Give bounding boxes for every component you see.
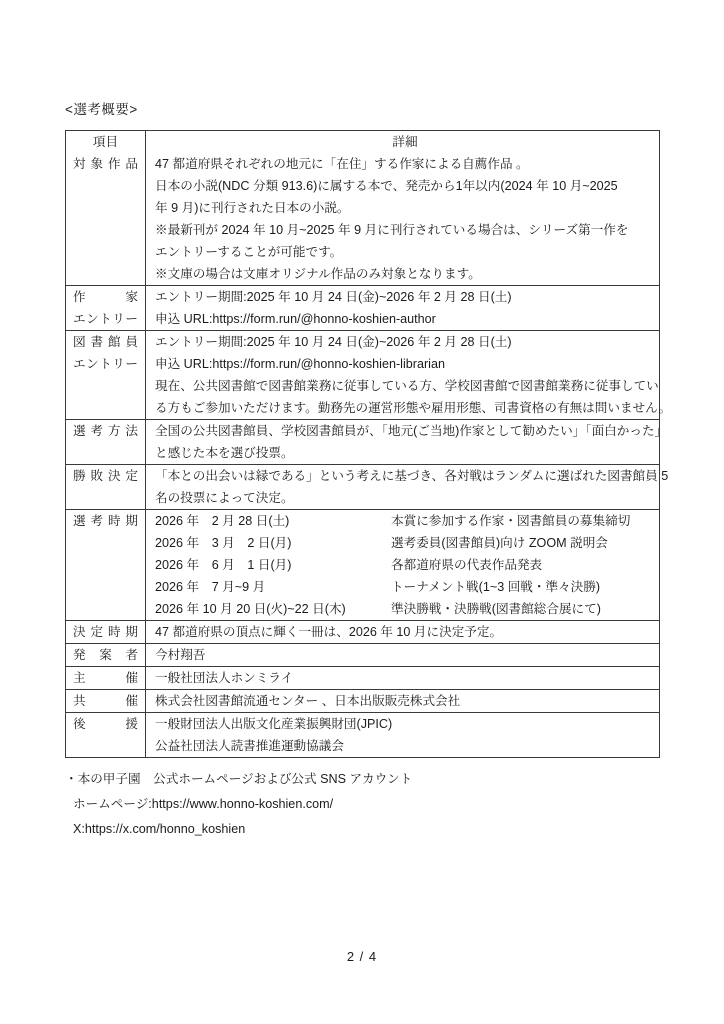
schedule-date: 2026 年 10 月 20 日(火)~22 日(木)	[155, 602, 346, 616]
table-row	[66, 620, 659, 643]
label-char: ト	[99, 357, 112, 371]
schedule-event: トーナメント戦(1~3 回戦・準々決勝)	[391, 580, 601, 594]
label-char: ン	[86, 312, 99, 326]
label-char: 発	[73, 648, 86, 662]
label-char: リ	[112, 357, 125, 371]
detail-cell	[146, 420, 668, 464]
table-row	[66, 643, 659, 666]
table-row	[66, 285, 659, 330]
item-label-line	[73, 353, 138, 375]
schedule-date: 2026 年 2 月 28 日(土)	[155, 514, 290, 528]
label-char: 決	[107, 469, 121, 483]
item-label-line	[73, 690, 138, 712]
table-row	[66, 666, 659, 689]
item-label-cell	[66, 510, 146, 620]
detail-cell	[146, 153, 659, 285]
label-char: 者	[125, 648, 138, 662]
detail-cell	[146, 621, 659, 643]
detail-cell	[146, 690, 659, 712]
item-label-line	[73, 621, 138, 643]
schedule-date: 2026 年 6 月 1 日(月)	[155, 558, 292, 572]
footer-links	[65, 767, 660, 842]
detail-cell	[146, 644, 659, 666]
footer-line: ホームページ:https://www.honno-koshien.com/	[73, 797, 334, 811]
detail-line	[155, 532, 655, 554]
item-label-cell	[66, 286, 146, 330]
label-char: ー	[125, 312, 138, 326]
label-char: 敗	[90, 469, 104, 483]
item-label-line	[73, 713, 138, 735]
label-char: 図	[73, 335, 86, 349]
detail-line: 全国の公共図書館員、学校図書館員が、「地元(ご当地)作家として勧めたい」「面白かった」	[155, 424, 668, 438]
detail-line: エントリー期間:2025 年 10 月 24 日(金)~2026 年 2 月 28 日(土)	[155, 335, 512, 349]
schedule-date: 2026 年 7 月~9 月	[155, 580, 266, 594]
detail-cell	[146, 510, 659, 620]
label-char: 主	[73, 671, 86, 685]
label-char: 作	[107, 157, 121, 171]
detail-line: 一般社団法人ホンミライ	[155, 671, 294, 685]
label-char: 考	[90, 424, 104, 438]
label-char: 員	[125, 335, 138, 349]
label-char: ン	[86, 357, 99, 371]
label-char: 象	[90, 157, 104, 171]
footer-line: ・本の甲子園 公式ホームページおよび公式 SNS アカウント	[65, 772, 413, 786]
detail-line: 47 都道府県それぞれの地元に「在住」する作家による自薦作品 。	[155, 157, 529, 171]
schedule-event: 選考委員(図書館員)向け ZOOM 説明会	[391, 536, 608, 550]
schedule-event: 各都道府県の代表作品発表	[391, 558, 543, 572]
label-char: エ	[73, 357, 86, 371]
detail-line	[155, 598, 655, 620]
detail-line: 現在、公共図書館で図書館業務に従事している方、学校図書館で図書館業務に従事してい	[155, 379, 659, 393]
schedule-event: 本賞に参加する作家・図書館員の募集締切	[391, 514, 631, 528]
label-char: 家	[125, 290, 138, 304]
table-row	[66, 330, 672, 419]
label-char: 品	[125, 157, 138, 171]
item-label-line	[73, 644, 138, 666]
schedule-date: 2026 年 3 月 2 日(月)	[155, 536, 292, 550]
schedule-event: 準決勝戦・決勝戦(図書館総合展にて)	[391, 602, 601, 616]
detail-cell	[146, 286, 659, 330]
item-label-line	[73, 465, 138, 487]
table-row	[66, 464, 669, 509]
table-header-detail: 詳細	[392, 135, 418, 149]
label-char: 方	[107, 424, 121, 438]
item-label-line	[73, 331, 138, 353]
item-label-line	[73, 153, 138, 175]
detail-line: 今村翔吾	[155, 648, 206, 662]
detail-line: 日本の小説(NDC 分類 913.6)に属する本で、発売から1年以内(2024 年 10 月~2025	[155, 179, 618, 193]
label-char: 共	[73, 694, 86, 708]
table-header-item: 項目	[66, 131, 146, 153]
detail-line: エントリーすることが可能です。	[155, 245, 343, 259]
item-label-cell	[66, 465, 146, 509]
selection-overview-table	[65, 130, 672, 758]
table-header-row	[66, 131, 659, 153]
detail-line: 一般財団法人出版文化産業振興財団(JPIC)	[155, 717, 393, 731]
label-char: 勝	[73, 469, 86, 483]
page-number: 2 / 4	[346, 949, 378, 964]
label-char: 催	[125, 694, 138, 708]
detail-line: と感じた本を選び投票。	[155, 446, 294, 460]
detail-line: 公益社団法人読書推進運動協議会	[155, 739, 344, 753]
label-char: 催	[125, 671, 138, 685]
detail-line: 名の投票によって決定。	[155, 491, 294, 505]
label-char: 期	[125, 514, 138, 528]
footer-line: X:https://x.com/honno_koshien	[73, 822, 246, 836]
detail-line: 株式会社図書館流通センター 、日本出版販売株式会社	[155, 694, 461, 708]
table-row	[66, 509, 659, 620]
page-title: <選考概要>	[65, 102, 138, 117]
item-label-cell	[66, 420, 146, 464]
label-char: 考	[90, 514, 104, 528]
detail-line: ※最新刊が 2024 年 10 月~2025 年 9 月に刊行されている場合は、シリーズ第一作を	[155, 223, 629, 237]
item-label-line	[73, 510, 138, 532]
detail-line: 申込 URL:https://form.run/@honno-koshien-librarian	[155, 357, 445, 371]
label-char: 決	[73, 625, 86, 639]
table-row	[66, 153, 659, 285]
label-char: 定	[125, 469, 138, 483]
item-label-line	[73, 308, 138, 330]
label-char: 後	[73, 717, 86, 731]
item-label-cell	[66, 153, 146, 285]
detail-cell	[146, 667, 659, 689]
label-char: 書	[90, 335, 104, 349]
label-char: 対	[73, 157, 86, 171]
label-char: 館	[107, 335, 121, 349]
item-label-line	[73, 286, 138, 308]
label-char: エ	[73, 312, 86, 326]
table-row	[66, 689, 659, 712]
label-char: 法	[125, 424, 138, 438]
label-char: リ	[112, 312, 125, 326]
detail-line: 47 都道府県の頂点に輝く一冊は、2026 年 10 月に決定予定。	[155, 625, 503, 639]
detail-line	[155, 576, 655, 598]
detail-line	[155, 554, 655, 576]
item-label-cell	[66, 331, 146, 419]
table-body	[66, 153, 672, 757]
table-row	[66, 419, 668, 464]
label-char: 作	[73, 290, 86, 304]
label-char: 選	[73, 424, 86, 438]
detail-line: 「本との出会いは縁である」という考えに基づき、各対戦はランダムに選ばれた図書館員 5	[155, 469, 669, 483]
detail-cell	[146, 465, 669, 509]
detail-line	[155, 510, 655, 532]
item-label-cell	[66, 690, 146, 712]
item-label-cell	[66, 713, 146, 757]
label-char: ー	[125, 357, 138, 371]
detail-line: ※文庫の場合は文庫オリジナル作品のみ対象となります。	[155, 267, 481, 281]
label-char: 時	[107, 625, 121, 639]
label-char: 援	[125, 717, 138, 731]
label-char: 定	[90, 625, 104, 639]
item-label-cell	[66, 644, 146, 666]
detail-line: る方もご参加いただけます。勤務先の運営形態や雇用形態、司書資格の有無は問いません。	[155, 401, 672, 415]
table-row	[66, 712, 659, 757]
detail-cell	[146, 713, 659, 757]
detail-line: エントリー期間:2025 年 10 月 24 日(金)~2026 年 2 月 28 日(土)	[155, 290, 512, 304]
label-char: 時	[107, 514, 121, 528]
item-label-cell	[66, 621, 146, 643]
item-label-line	[73, 420, 138, 442]
label-char: 案	[99, 648, 112, 662]
label-char: ト	[99, 312, 112, 326]
detail-line: 年 9 月)に刊行された日本の小説。	[155, 201, 350, 215]
detail-cell	[146, 331, 672, 419]
label-char: 期	[125, 625, 138, 639]
detail-line: 申込 URL:https://form.run/@honno-koshien-author	[155, 312, 436, 326]
label-char: 選	[73, 514, 86, 528]
item-label-cell	[66, 667, 146, 689]
item-label-line	[73, 667, 138, 689]
